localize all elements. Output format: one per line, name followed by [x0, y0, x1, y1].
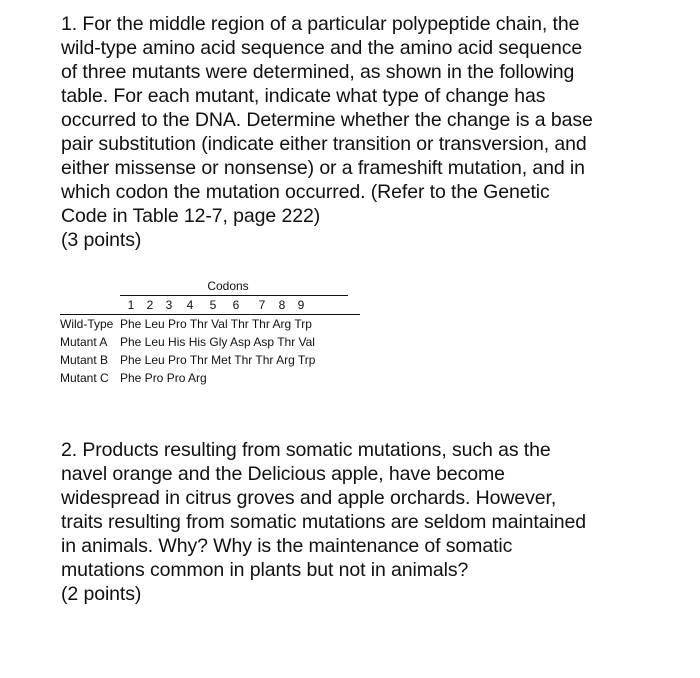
question-1-line: table. For each mutant, indicate what type of change has: [61, 85, 546, 107]
table-row: [60, 369, 360, 387]
codon-table-title: Codons: [207, 279, 249, 293]
question-2-line: mutations common in plants but not in animals?: [61, 559, 469, 581]
table-row: [60, 315, 360, 333]
row-label: Mutant A: [60, 335, 108, 349]
row-label: Wild-Type: [60, 317, 114, 331]
table-row: [60, 351, 360, 369]
codon-table: [60, 277, 360, 387]
question-2-line: widespread in citrus groves and apple orchards. However,: [61, 487, 557, 509]
question-2: [61, 438, 661, 606]
question-1-line: wild-type amino acid sequence and the amino acid sequence: [61, 37, 583, 59]
row-label: Mutant B: [60, 353, 109, 367]
question-1-points: (3 points): [61, 229, 142, 251]
table-row: [60, 333, 360, 351]
question-1-line: Code in Table 12-7, page 222): [61, 205, 321, 227]
row-residues: Phe Leu Pro Thr Val Thr Thr Arg Trp: [120, 317, 312, 331]
question-1: [61, 12, 661, 252]
question-1-line: which codon the mutation occurred. (Refer to the Genetic: [61, 181, 550, 203]
row-residues: Phe Leu Pro Thr Met Thr Thr Arg Trp: [120, 353, 316, 367]
question-2-line: traits resulting from somatic mutations are seldom maintained: [61, 511, 586, 533]
question-2-points: (2 points): [61, 583, 142, 605]
codon-number: 5: [209, 298, 217, 312]
table-rule: [60, 314, 360, 315]
codon-number: 2: [146, 298, 154, 312]
codon-number: 9: [297, 298, 305, 312]
question-2-line: in animals. Why? Why is the maintenance of somatic: [61, 535, 513, 557]
question-1-line: 1. For the middle region of a particular polypeptide chain, the: [61, 13, 580, 35]
codon-number: 7: [258, 298, 266, 312]
question-2-line: 2. Products resulting from somatic mutations, such as the: [61, 439, 551, 461]
row-residues: Phe Leu His His Gly Asp Asp Thr Val: [120, 335, 315, 349]
question-2-line: navel orange and the Delicious apple, have become: [61, 463, 505, 485]
question-1-line: occurred to the DNA. Determine whether the change is a base: [61, 109, 593, 131]
codon-number: 8: [278, 298, 286, 312]
question-1-line: pair substitution (indicate either transition or transversion, and: [61, 133, 587, 155]
codon-number: 4: [186, 298, 194, 312]
row-residues: Phe Pro Pro Arg: [120, 371, 207, 385]
codon-number: 6: [232, 298, 240, 312]
row-label: Mutant C: [60, 371, 109, 385]
codon-number-row: [120, 295, 348, 315]
question-1-line: either missense or nonsense) or a frameshift mutation, and in: [61, 157, 585, 179]
question-1-line: of three mutants were determined, as shown in the following: [61, 61, 575, 83]
codon-number: 1: [127, 298, 135, 312]
codon-number: 3: [165, 298, 173, 312]
